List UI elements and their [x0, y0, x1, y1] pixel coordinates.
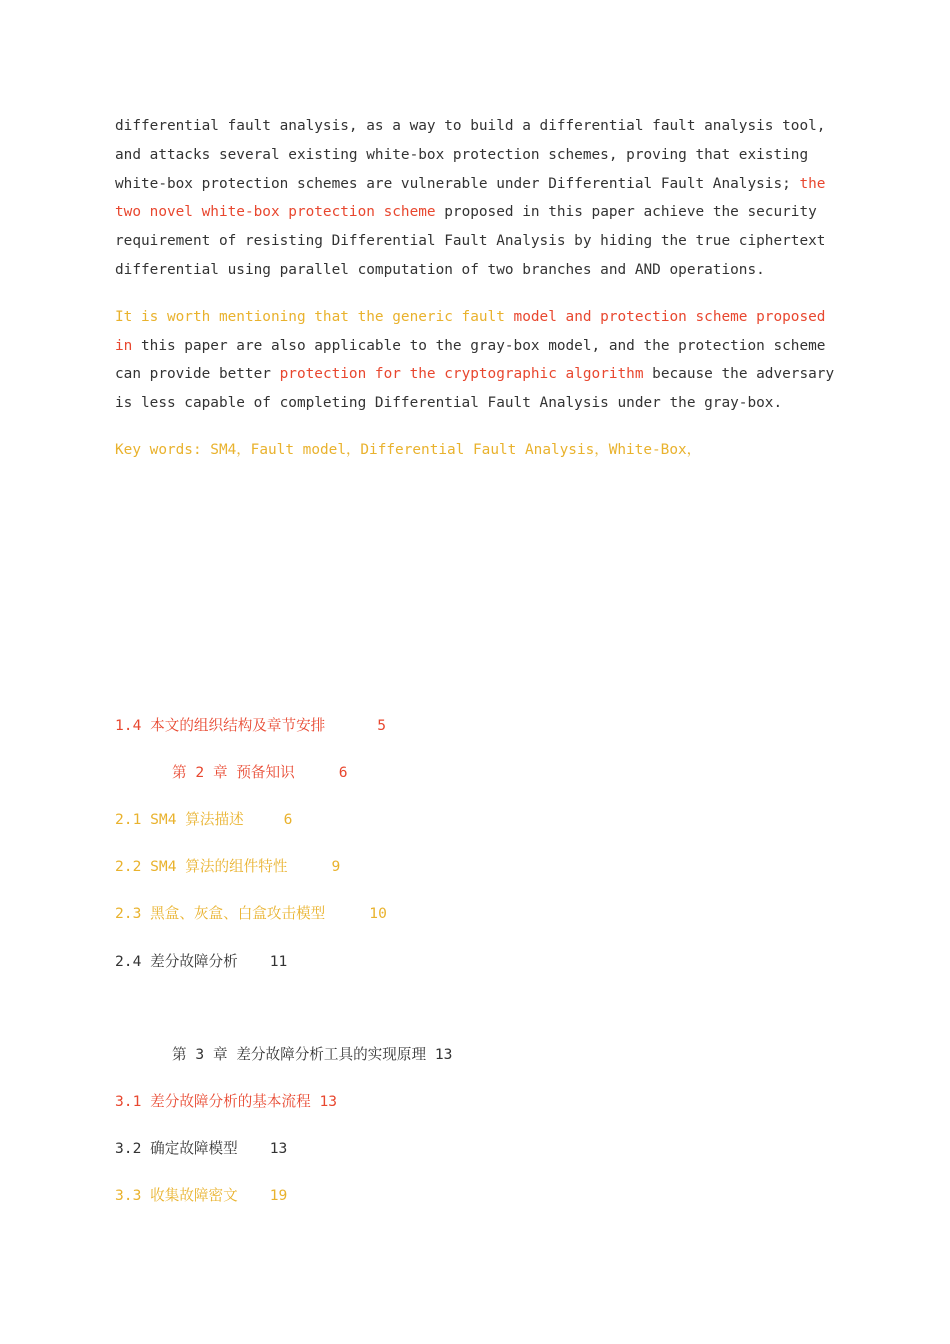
toc-entry-2-3[interactable] [115, 904, 815, 924]
toc-entry-2-4[interactable] [115, 952, 815, 972]
toc-entry-title: 2.2 SM4 算法的组件特性 [115, 858, 288, 875]
p2-highlight-1: model and protection scheme proposed in [115, 308, 826, 354]
p1-highlight: the two novel white-box protection scheme [115, 175, 826, 221]
toc-entry-title: 3.3 收集故障密文 [115, 1187, 238, 1204]
toc-entry-title: 第 3 章 差分故障分析工具的实现原理 13 [172, 1046, 453, 1063]
toc-chapter-3[interactable] [115, 1045, 872, 1065]
toc-entry-page: 10 [369, 905, 387, 922]
toc-entry-title: 2.4 差分故障分析 [115, 953, 238, 970]
toc-entry-page: 11 [269, 953, 288, 970]
toc-entry-title: 3.1 差分故障分析的基本流程 13 [115, 1093, 338, 1110]
keywords-line: Key words: SM4，Fault model，Differential Fault Analysis，White-Box， [115, 441, 702, 458]
p2-highlight-2: protection for the cryptographic algorithm [279, 366, 644, 383]
abstract-paragraph-1 [115, 112, 835, 285]
toc-entry-title: 1.4 本文的组织结构及章节安排 [115, 717, 326, 734]
toc-entry-3-3[interactable] [115, 1186, 815, 1206]
toc-entry-page: 5 [377, 717, 387, 734]
abstract-body [115, 112, 835, 483]
toc-entry-2-1[interactable] [115, 810, 815, 830]
toc-entry-title: 3.2 确定故障模型 [115, 1140, 238, 1157]
toc-entry-3-1[interactable] [115, 1092, 815, 1112]
toc-entry-page: 6 [283, 811, 293, 828]
toc-entry-1-4[interactable] [115, 716, 815, 736]
toc-entry-title: 第 2 章 预备知识 [172, 764, 295, 781]
toc-chapter-2[interactable] [115, 763, 872, 783]
toc-entry-title: 2.3 黑盒、灰盒、白盒攻击模型 [115, 905, 326, 922]
p2-text-e: because the adversary is less capable of completing Differential Fault Analysis under the gray-box. [115, 366, 835, 412]
p2-text-a: It is worth mentioning that the generic fault [115, 308, 514, 325]
toc-entry-2-2[interactable] [115, 857, 815, 877]
p1-text-a: differential fault analysis, as a way to build a differential fault analysis tool, and attacks several existing white-box protection schemes, proving that existing white-box protection schemes are vulnerable under Differential Fault Analysis; [115, 118, 826, 192]
abstract-paragraph-2 [115, 303, 835, 418]
toc-entry-page: 13 [269, 1140, 288, 1157]
toc-entry-page: 6 [338, 764, 348, 781]
p2-text-c: this paper are also applicable to the gray-box model, and the protection scheme can provide better [115, 337, 826, 383]
toc-entry-page: 9 [331, 858, 341, 875]
p1-text-c: proposed in this paper achieve the security requirement of resisting Differential Fault Analysis by hiding the true ciphertext differential using parallel computation of two branches and AND operations. [115, 204, 826, 278]
toc-entry-3-2[interactable] [115, 1139, 815, 1159]
toc-entry-title: 2.1 SM4 算法描述 [115, 811, 244, 828]
toc-entry-page: 19 [269, 1187, 288, 1204]
